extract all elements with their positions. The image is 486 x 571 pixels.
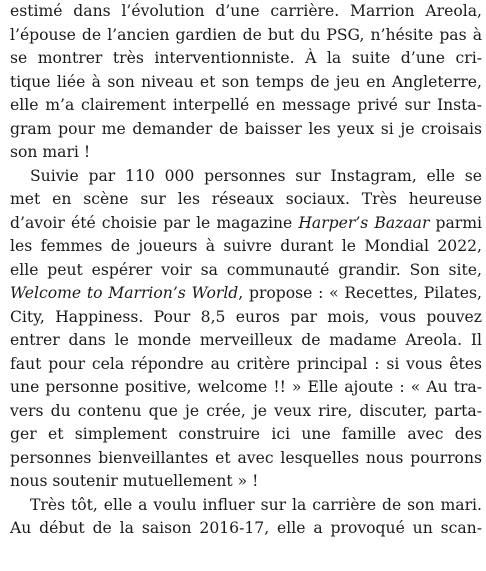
text-line: Suivie par 110 000 personnes sur Instagram, elle se [30, 166, 482, 185]
paragraph-2 [10, 165, 482, 494]
text-line-with-italic [10, 282, 482, 306]
text-line: l’épouse de l’ancien gardien de but du PSG, n’hésite pas à [10, 25, 482, 44]
text-line: tique liée à son niveau et son temps de jeu en Angleterre, [10, 72, 482, 91]
text-line: se montrer très interventionniste. À la suite d’une cri- [10, 49, 482, 67]
text-line: une personne positive, welcome !! » Elle ajoute : « Au tra- [10, 378, 482, 396]
text-line: les femmes de joueurs à suivre durant le Mondial 2022, [10, 237, 482, 255]
text-line: faut pour cela répondre au critère principal : si vous êtes [10, 354, 482, 373]
text-segment: , propose : « Recettes, Pilates, [238, 284, 482, 302]
text-line: vers du contenu que je crée, je veux rire, discuter, parta- [10, 401, 482, 420]
text-line: elle m’a clairement interpellé en message privé sur Insta- [10, 96, 482, 114]
text-line: nous soutenir mutuellement » ! [10, 472, 259, 490]
magazine-title: Harper’s Bazaar [298, 213, 430, 232]
text-line-with-italic [10, 212, 482, 236]
text-line: Au début de la saison 2016-17, elle a provoqué un scan- [10, 519, 482, 537]
text-line: City, Happiness. Pour 8,5 euros par mois, vous pouvez [10, 307, 482, 326]
website-title: Welcome to Marrion’s World [10, 284, 239, 302]
text-line: son mari ! [10, 143, 91, 161]
text-line: personnes bienveillantes et avec lesquelles nous pourrons [10, 448, 482, 467]
document-page [10, 0, 482, 541]
text-line: gram pour me demander de baisser les yeux si je croisais [10, 119, 482, 138]
paragraph-1 [10, 0, 482, 165]
text-line: entrer dans le monde merveilleux de madame Areola. Il [10, 331, 482, 349]
text-line: Très tôt, elle a voulu influer sur la carrière de son mari. [30, 495, 482, 514]
text-segment: parmi [429, 213, 483, 232]
text-line: met en scène sur les réseaux sociaux. Très heureuse [10, 190, 482, 208]
text-line: elle peut espérer voir sa communauté grandir. Son site, [10, 260, 482, 279]
text-line: estimé dans l’évolution d’une carrière. Marrion Areola, [10, 2, 482, 20]
paragraph-3 [10, 494, 482, 541]
text-segment: d’avoir été choisie par le magazine [10, 213, 299, 232]
text-line: ger et simplement construire ici une famille avec des [10, 425, 482, 443]
